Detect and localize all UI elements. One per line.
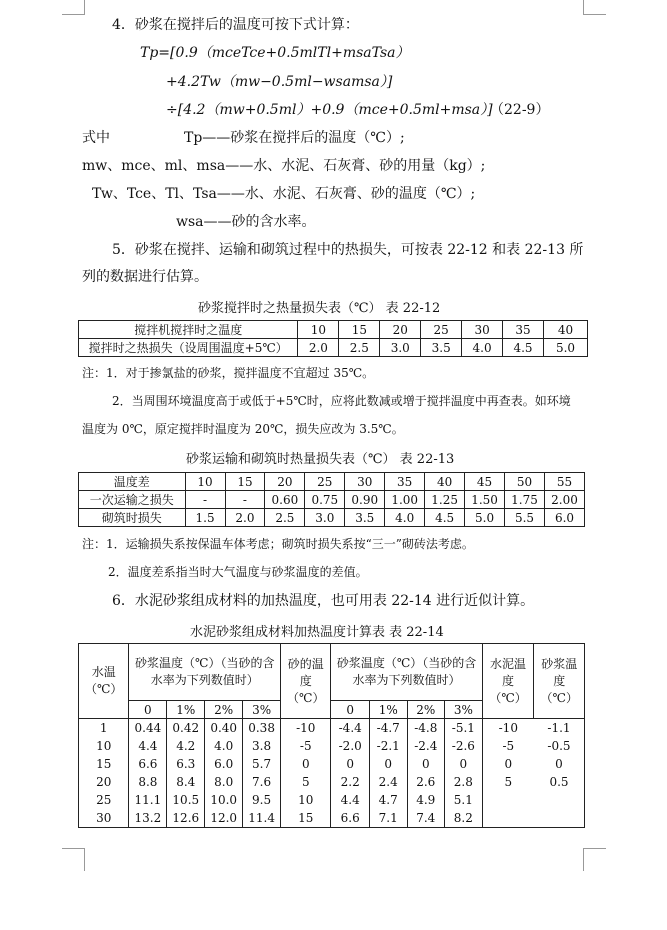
table-cell: 35 <box>503 321 544 339</box>
where-label: 式中 <box>82 130 110 146</box>
table-22-13-note-1: 注：1．运输损失系按保温车体考虑；砌筑时损失系按“三一”砌砖法考虑。 <box>82 537 474 551</box>
table-cell: 3.0 <box>305 509 345 527</box>
table-cell: 0 <box>281 755 331 773</box>
definition-temperatures: Tw、Tce、Tl、Tsa——水、水泥、石灰膏、砂的温度（℃）; <box>92 186 476 202</box>
table-cell: 0 <box>504 757 513 771</box>
crop-mark-top-right <box>583 0 606 15</box>
table-header-row <box>79 644 585 701</box>
formula-line-2: +4.2Tw（mw−0.5ml−wsamsa）] <box>166 74 393 90</box>
section-4-intro: 4．砂浆在搅拌后的温度可按下式计算： <box>112 17 359 33</box>
table-22-13-note-2: 2．温度差系指当时大气温度与砂浆温度的差值。 <box>108 565 368 579</box>
header-mortar-temp-group-2: 砂浆温度（℃）（当砂的含水率为下列数值时） <box>331 644 482 701</box>
table-cell: 6.6 <box>129 755 167 773</box>
table-cell: - <box>185 491 225 509</box>
table-cell: 40 <box>543 321 587 339</box>
table-22-12 <box>78 320 588 357</box>
table-cell: 0.40 <box>205 719 243 738</box>
table-cell: -4.4 <box>331 719 369 738</box>
table-cell: 45 <box>465 473 505 491</box>
table-row <box>79 719 585 738</box>
table-cell: 9.5 <box>243 791 281 809</box>
subheader-cell: 0 <box>129 701 167 719</box>
table-cell: 8.4 <box>167 773 205 791</box>
table-cell: 6.3 <box>167 755 205 773</box>
table-cell: 7.6 <box>243 773 281 791</box>
section-6-line-1: 6．水泥砂浆组成材料的加热温度，也可用表 22-14 进行近似计算。 <box>112 593 535 609</box>
table-cell: 6.6 <box>331 809 369 828</box>
table-cell: 0.44 <box>129 719 167 738</box>
table-cell: 55 <box>544 473 584 491</box>
table-cell: 2.4 <box>369 773 407 791</box>
table-cell: 2.0 <box>225 509 265 527</box>
table-cell: 1 <box>79 719 129 738</box>
header-cement-temp: 水泥温度（℃） <box>482 644 534 719</box>
table-row <box>79 339 588 357</box>
table-cell: 0.42 <box>167 719 205 738</box>
table-row <box>79 791 585 809</box>
table-row <box>79 809 585 828</box>
table-cell: 5.0 <box>543 339 587 357</box>
table-cell: 15 <box>281 809 331 828</box>
table-cell: -2.1 <box>369 737 407 755</box>
subheader-cell: 0 <box>331 701 369 719</box>
crop-mark-bottom-right <box>583 848 606 871</box>
table-cell: 15 <box>79 755 129 773</box>
section-5-line-2: 列的数据进行估算。 <box>82 269 208 285</box>
row-label: 温度差 <box>79 473 186 491</box>
table-cell: 25 <box>305 473 345 491</box>
table-cell: 1.5 <box>185 509 225 527</box>
table-cell: 5.7 <box>243 755 281 773</box>
table-cell: 10.5 <box>167 791 205 809</box>
table-cell: 1.00 <box>385 491 425 509</box>
table-row <box>79 491 585 509</box>
table-cell: 0.75 <box>305 491 345 509</box>
table-cell: 0 <box>407 755 445 773</box>
table-cell: 2.2 <box>331 773 369 791</box>
subheader-cell: 2% <box>407 701 445 719</box>
table-cell: 5.0 <box>465 509 505 527</box>
table-row <box>79 473 585 491</box>
table-cell: 11.1 <box>129 791 167 809</box>
table-cell: 8.2 <box>445 809 483 828</box>
table-cell: 10.0 <box>205 791 243 809</box>
crop-mark-bottom-left <box>62 848 85 871</box>
table-cell: 2.5 <box>265 509 305 527</box>
header-sand-temp: 砂的温度（℃） <box>281 644 331 719</box>
table-cell: -5.1 <box>445 719 483 738</box>
table-cell: -5 <box>502 739 515 753</box>
table-cell <box>482 791 534 809</box>
table-cell: 10 <box>281 791 331 809</box>
table-cell: 20 <box>380 321 421 339</box>
table-cell: 35 <box>385 473 425 491</box>
subheader-cell: 3% <box>445 701 483 719</box>
table-cell: -10 <box>498 721 518 735</box>
table-cell: 5 <box>504 775 513 789</box>
definition-tp: Tp——砂浆在搅拌后的温度（℃）; <box>184 130 405 146</box>
table-cell: 0.90 <box>345 491 385 509</box>
table-cell: 30 <box>462 321 503 339</box>
table-cell: 4.7 <box>369 791 407 809</box>
table-cell: 2.0 <box>298 339 339 357</box>
table-cell: 6.0 <box>544 509 584 527</box>
table-row <box>79 773 585 791</box>
table-cell: 0 <box>331 755 369 773</box>
table-cell: 0.38 <box>243 719 281 738</box>
table-cell: 0.5 <box>534 773 585 791</box>
table-cell: 3.5 <box>345 509 385 527</box>
table-row <box>79 509 585 527</box>
table-cell: 1.75 <box>505 491 545 509</box>
table-cell <box>482 809 534 828</box>
table-cell <box>534 791 585 809</box>
table-cell: 15 <box>339 321 380 339</box>
table-cell: -0.5 <box>534 737 585 755</box>
table-cell: 0.60 <box>265 491 305 509</box>
table-cell: 8.8 <box>129 773 167 791</box>
table-cell: 5.5 <box>505 509 545 527</box>
table-cell: 30 <box>79 809 129 828</box>
table-22-14-caption: 水泥砂浆组成材料加热温度计算表 表 22-14 <box>190 625 444 640</box>
table-cell: 5.1 <box>445 791 483 809</box>
table-row <box>79 737 585 755</box>
table-cell: 10 <box>185 473 225 491</box>
table-cell: 2.8 <box>445 773 483 791</box>
table-cell: 4.0 <box>205 737 243 755</box>
table-cell: 4.0 <box>462 339 503 357</box>
table-cell: 4.9 <box>407 791 445 809</box>
table-cell: 2.00 <box>544 491 584 509</box>
table-cell: - <box>225 491 265 509</box>
table-row <box>79 321 588 339</box>
table-cell: 0 <box>369 755 407 773</box>
table-cell: 3.8 <box>243 737 281 755</box>
table-22-12-note-2a: 2．当周围环境温度高于或低于+5℃时，应将此数减或增于搅拌温度中再查表。如环境 <box>112 394 571 408</box>
table-cell: 3.0 <box>380 339 421 357</box>
table-cell: 25 <box>421 321 462 339</box>
table-cell: 30 <box>345 473 385 491</box>
table-cell: 4.2 <box>167 737 205 755</box>
row-label: 搅拌机搅拌时之温度 <box>79 321 298 339</box>
table-cell: 1.25 <box>425 491 465 509</box>
header-mortar-temp: 砂浆温度（℃） <box>534 644 585 719</box>
table-cell: 3.5 <box>421 339 462 357</box>
row-label: 砌筑时损失 <box>79 509 186 527</box>
table-cell: -2.6 <box>445 737 483 755</box>
table-cell: 20 <box>79 773 129 791</box>
table-cell <box>534 809 585 828</box>
row-label: 一次运输之损失 <box>79 491 186 509</box>
equation-number: （22-9） <box>490 102 550 118</box>
subheader-cell: 1% <box>167 701 205 719</box>
table-cell: 0 <box>445 755 483 773</box>
table-cell: -2.4 <box>407 737 445 755</box>
table-cell: 50 <box>505 473 545 491</box>
table-22-12-caption: 砂浆搅拌时之热量损失表（℃） 表 22-12 <box>198 301 441 316</box>
section-5-line-1: 5．砂浆在搅拌、运输和砌筑过程中的热损失，可按表 22-12 和表 22-13 所 <box>112 242 584 258</box>
table-cell: -1.1 <box>534 719 585 738</box>
table-cell: 40 <box>425 473 465 491</box>
table-cell: 1.50 <box>465 491 505 509</box>
table-cell: 11.4 <box>243 809 281 828</box>
table-cell: 4.4 <box>331 791 369 809</box>
table-cell: 2.5 <box>339 339 380 357</box>
table-cell: 4.0 <box>385 509 425 527</box>
table-cell: 20 <box>265 473 305 491</box>
table-cell: -10 <box>281 719 331 738</box>
table-cell: -4.8 <box>407 719 445 738</box>
formula-line-1: Tp=[0.9（mceTce+0.5mlTl+msaTsa） <box>140 45 410 61</box>
crop-mark-top-left <box>62 0 85 15</box>
table-cell: 4.5 <box>425 509 465 527</box>
table-cell: 2.6 <box>407 773 445 791</box>
header-water-temp: 水温（℃） <box>79 644 129 719</box>
table-cell: 7.4 <box>407 809 445 828</box>
table-cell: -5 <box>281 737 331 755</box>
table-cell: 15 <box>225 473 265 491</box>
table-cell: 12.0 <box>205 809 243 828</box>
table-row <box>79 755 585 773</box>
formula-line-3: ÷[4.2（mw+0.5ml）+0.9（mce+0.5ml+msa）] <box>166 102 493 118</box>
table-cell: 25 <box>79 791 129 809</box>
table-cell: -2.0 <box>331 737 369 755</box>
table-22-12-note-1: 注：1．对于掺氯盐的砂浆，搅拌温度不宜超过 35℃。 <box>82 366 375 380</box>
header-mortar-temp-group-1: 砂浆温度（℃）（当砂的含水率为下列数值时） <box>129 644 281 701</box>
table-cell: 4.4 <box>129 737 167 755</box>
table-cell: 10 <box>298 321 339 339</box>
subheader-cell: 2% <box>205 701 243 719</box>
row-label: 搅拌时之热损失（设周围温度+5℃） <box>79 339 298 357</box>
table-cell: -4.7 <box>369 719 407 738</box>
table-cell: 12.6 <box>167 809 205 828</box>
table-cell: 13.2 <box>129 809 167 828</box>
table-cell: 0 <box>534 755 585 773</box>
table-22-14 <box>78 643 585 828</box>
table-cell: 8.0 <box>205 773 243 791</box>
table-22-13-caption: 砂浆运输和砌筑时热量损失表（℃） 表 22-13 <box>186 452 455 467</box>
table-cell: 5 <box>281 773 331 791</box>
table-22-13 <box>78 472 585 527</box>
table-cell: 6.0 <box>205 755 243 773</box>
table-cell: 10 <box>79 737 129 755</box>
table-22-12-note-2b: 温度为 0℃，原定搅拌时温度为 20℃，损失应改为 3.5℃。 <box>82 422 404 436</box>
definition-masses: mw、mce、ml、msa——水、水泥、石灰膏、砂的用量（kg）; <box>82 158 486 174</box>
table-cell: 7.1 <box>369 809 407 828</box>
definition-wsa: wsa——砂的含水率。 <box>176 214 316 230</box>
subheader-cell: 1% <box>369 701 407 719</box>
subheader-cell: 3% <box>243 701 281 719</box>
table-cell: 4.5 <box>503 339 544 357</box>
